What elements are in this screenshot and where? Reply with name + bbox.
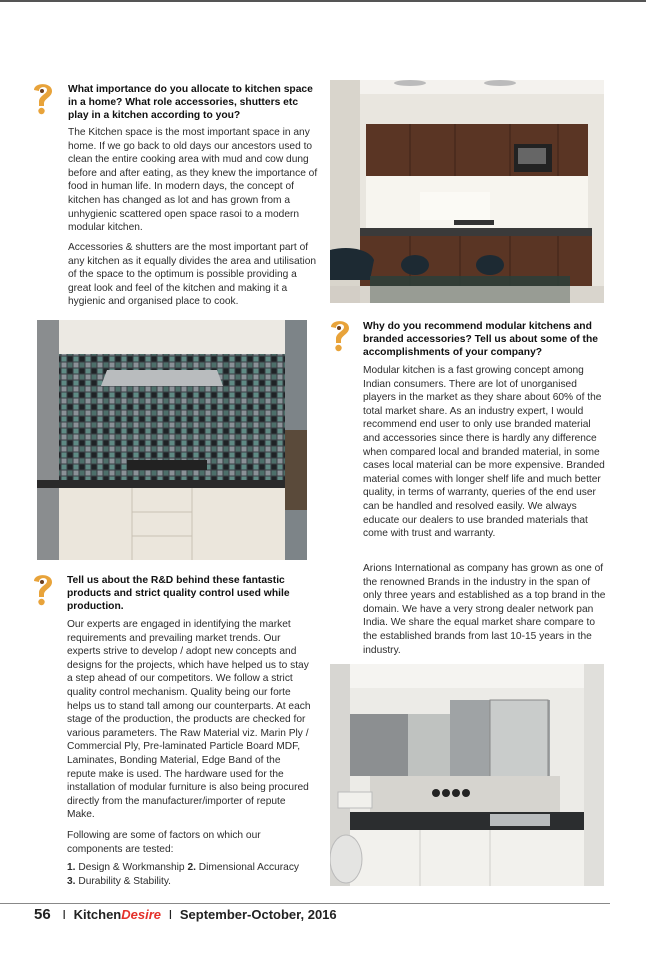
answer-paragraph: Our experts are engaged in identifying the market requirements and prevailing market trends. Our experts strive to develop / adopt new concepts and designs for the projects, which have helped us to stay a step ahead of our competitors. We follow a strict quality control mechanism. Quality being our forte helps us to stand tall among our counterparts. At each stage of the production, the products are checked for various parameters. The Raw Material viz. Marin Ply / Commercial Ply, Pre-laminated Particle Board MDF, Laminates, Bonding Material, Edge Band of the repute make is used. The hardware used for the installation of modular furniture is also being procured directly from the manufacturer/importer of repute Make. [67,619,311,821]
test-factors-list [67,861,312,888]
kitchen-photo-grey [330,664,604,886]
question-heading: Tell us about the R&D behind these fantastic products and strict quality control used while production. [67,575,290,613]
footer-rule [0,903,610,904]
footer-separator: I [168,907,173,922]
factor-number: 3. [67,875,76,887]
factor-text: Durability & Stability. [78,875,172,887]
answer-paragraph: Modular kitchen is a fast growing concept among Indian consumers. There are lot of unorganised players in the market as they share about 60% of the total market share. As an industry expert, I would recommend end user to only use branded material and accessories since there is hardly any difference when compared local and branded material, in some cases local material can be more expensive. Branded material comes with longer shelf life and much better quality, in terms of warranty, queries of the end user can be handled and resolved easily. We always educate our dealers to use branded materials that come with trust and warranty. [363,365,605,540]
question-mark-icon [30,80,56,116]
page-number: 56 [34,906,51,923]
footer-separator: I [62,907,66,922]
answer-paragraph: Arions International as company has grown as one of the renowned Brands in the industry in the span of only three years and established as a top brand in the domain. We have a very strong dealer network pan India. We share the equal market share compare to the established brands from last 10-15 years in the industry. [363,563,606,656]
page-footer [34,906,337,923]
factor-text: Dimensional Accuracy [198,862,300,873]
question-mark-icon [30,571,56,607]
factor-text: Design & Workmanship [78,862,185,873]
kitchen-photo-mosaic [37,320,307,560]
answer-paragraph: Accessories & shutters are the most important part of any kitchen as it equally divides the area and utilisation of the space to the optimum is possible providing a great look and feel of the kitchen and making it a hygienic and organised place to cook. [68,242,317,308]
question-heading: Why do you recommend modular kitchens and branded accessories? Tell us about some of the accomplishments of your company? [363,321,598,359]
factor-number: 2. [187,862,196,873]
answer-paragraph: The Kitchen space is the most important space in any home. If we go back to old days our ancestors used to clean the entire cooking area with mud and cow dung before and after eating, as they knew the importance of food in human life. In modern days, the concept of kitchen has changed as lot and has grown from a unhygienic scattered open space rasoi to a modern modular kitchen. [68,127,318,234]
magazine-name-part1: Kitchen [73,907,122,922]
issue-date: September-October, 2016 [179,907,337,922]
answer-paragraph: Following are some of factors on which our components are tested: [67,830,261,855]
kitchen-photo-wood [330,80,604,303]
question-mark-icon [327,317,353,353]
magazine-name-part2: Desire [121,907,161,922]
top-border [0,0,646,2]
factor-number: 1. [67,862,76,873]
question-heading: What importance do you allocate to kitchen space in a home? What role accessories, shutters etc play in a kitchen according to you? [68,84,313,122]
